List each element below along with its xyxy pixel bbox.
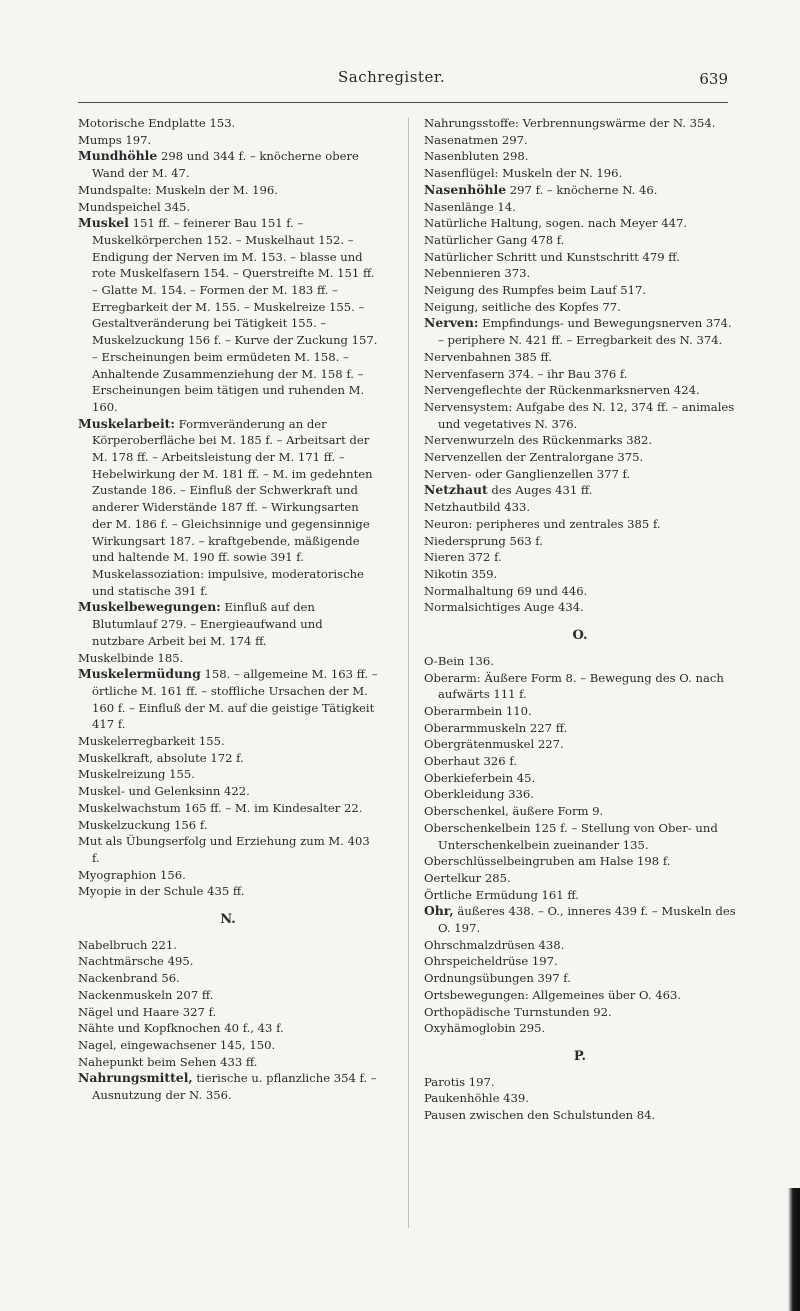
index-headword: Muskelermüdung [78, 666, 201, 682]
index-entry [424, 599, 736, 616]
index-entry [424, 1004, 736, 1021]
index-entry [424, 366, 736, 383]
index-column-left [78, 115, 378, 1104]
index-text: Örtliche Ermüdung 161 ff. [424, 887, 579, 902]
index-text: Myopie in der Schule 435 ff. [78, 884, 245, 899]
index-entry [424, 132, 736, 149]
index-entry [78, 650, 378, 667]
index-entry [78, 867, 378, 884]
index-entry [424, 399, 736, 432]
index-text: des Auges 431 ff. [487, 483, 593, 498]
index-text: Oxyhämoglobin 295. [424, 1021, 546, 1036]
index-text: Normalhaltung 69 und 446. [424, 583, 588, 598]
index-entry [78, 1020, 378, 1037]
index-entry [424, 265, 736, 282]
index-text: Muskelbinde 185. [78, 650, 184, 665]
index-text: Nervenfasern 374. – ihr Bau 376 f. [424, 366, 628, 381]
index-entry [424, 315, 736, 348]
index-text: Mundspeichel 345. [78, 199, 191, 214]
index-text: Oberkieferbein 45. [424, 770, 536, 785]
index-entry [424, 499, 736, 516]
index-headword: Nahrungsmittel, [78, 1070, 193, 1086]
index-text: Nervenzellen der Zentralorgane 375. [424, 450, 644, 465]
index-entry [78, 215, 378, 415]
index-text: Neigung des Rumpfes beim Lauf 517. [424, 283, 647, 298]
index-entry [78, 148, 378, 181]
index-text: Empfindungs- und Bewegungsnerven 374. – periphere N. 421 ff. – Erregbarkeit des N. 374. [438, 316, 732, 348]
index-text: Nasenlänge 14. [424, 199, 516, 214]
index-text: Niedersprung 563 f. [424, 533, 543, 548]
index-text: Nervengeflechte der Rückenmarksnerven 424. [424, 383, 700, 398]
index-entry [424, 953, 736, 970]
index-text: Nieren 372 f. [424, 550, 502, 565]
index-entry [424, 299, 736, 316]
index-entry [78, 416, 378, 600]
index-entry [78, 1004, 378, 1021]
index-text: Nasenatmen 297. [424, 132, 528, 147]
index-headword: Muskel [78, 215, 129, 231]
index-text: Nasenbluten 298. [424, 149, 529, 164]
index-text: Pausen zwischen den Schulstunden 84. [424, 1108, 656, 1123]
index-text: Muskelerregbarkeit 155. [78, 734, 225, 749]
index-text: Muskelreizung 155. [78, 767, 195, 782]
index-text: Ordnungsübungen 397 f. [424, 971, 571, 986]
index-text: Nackenmuskeln 207 ff. [78, 987, 214, 1002]
index-text: Muskel- und Gelenksinn 422. [78, 784, 250, 799]
index-entry [424, 670, 736, 703]
index-entry [424, 382, 736, 399]
index-entry [424, 1107, 736, 1124]
index-entry [424, 533, 736, 550]
index-entry [78, 1037, 378, 1054]
index-entry [424, 115, 736, 132]
index-text: Formveränderung an der Körperoberfläche bei M. 185 f. – Arbeitsart der M. 178 ff. – Arbeitsleistung der M. 171 ff. – Hebelwirkung der M. 181 ff. – M. im gedehnten Zustande 186. – Einfluß der Schwerkraft und anderer Widerstände 187 ff. – Wirkungsarten der M. 186 f. – Gleichsinnige und gegensinnige Wirkungsart 187. – kraftgebende, mäßigende und haltende M. 190 ff. sowie 391 f. Muskelassoziation: impulsive, moderatorische und statische 391 f. [92, 416, 373, 598]
index-entry [424, 786, 736, 803]
index-entry [424, 970, 736, 987]
index-entry [424, 215, 736, 232]
index-headword: Muskelarbeit: [78, 415, 175, 431]
index-text: Oberschlüsselbeingruben am Halse 198 f. [424, 854, 671, 869]
index-text: Oberarmmuskeln 227 ff. [424, 720, 568, 735]
index-text: Nervensystem: Aufgabe des N. 12, 374 ff. – animales und vegetatives N. 376. [424, 399, 735, 431]
index-text: Motorische Endplatte 153. [78, 116, 236, 130]
index-entry [424, 1020, 736, 1037]
index-text: Muskelzuckung 156 f. [78, 817, 208, 832]
index-entry [424, 937, 736, 954]
index-text: Paukenhöhle 439. [424, 1091, 529, 1106]
index-entry [424, 803, 736, 820]
index-text: Mumps 197. [78, 132, 152, 147]
index-headword: Muskelbewegungen: [78, 599, 221, 615]
index-entry [424, 349, 736, 366]
index-text: Nahrungsstoffe: Verbrennungswärme der N. 354. [424, 116, 716, 130]
index-entry [424, 753, 736, 770]
index-text: Nervenwurzeln des Rückenmarks 382. [424, 433, 653, 448]
index-text: Einfluß auf den Blutumlauf 279. – Energieaufwand und nutzbare Arbeit bei M. 174 ff. [92, 600, 323, 648]
index-entry [78, 733, 378, 750]
index-entry [424, 566, 736, 583]
index-text: 297 f. – knöcherne N. 46. [506, 182, 658, 197]
index-headword: Ohr, [424, 903, 454, 919]
index-entry [424, 736, 736, 753]
index-text: Nägel und Haare 327 f. [78, 1004, 217, 1019]
index-text: Nerven- oder Ganglienzellen 377 f. [424, 466, 631, 481]
index-entry [424, 583, 736, 600]
index-text: Obergrätenmuskel 227. [424, 737, 564, 752]
index-text: Mut als Übungserfolg und Erziehung zum M. 403 f. [78, 834, 370, 865]
index-text: Oertelkur 285. [424, 870, 511, 885]
header-rule [78, 102, 728, 103]
index-entry [424, 249, 736, 266]
index-entry [78, 817, 378, 834]
index-text: Orthopädische Turnstunden 92. [424, 1004, 612, 1019]
index-text: Nahepunkt beim Sehen 433 ff. [78, 1054, 258, 1069]
index-text: Neigung, seitliche des Kopfes 77. [424, 299, 621, 314]
index-entry [78, 833, 378, 866]
index-entry [78, 987, 378, 1004]
index-entry [424, 549, 736, 566]
index-entry [78, 766, 378, 783]
index-text: Ohrschmalzdrüsen 438. [424, 937, 565, 952]
index-text: Netzhautbild 433. [424, 500, 531, 515]
index-entry [78, 750, 378, 767]
index-headword: Mundhöhle [78, 148, 158, 164]
index-text: Nähte und Kopfknochen 40 f., 43 f. [78, 1021, 284, 1036]
index-entry [78, 937, 378, 954]
index-entry [424, 1074, 736, 1091]
index-text: Muskelkraft, absolute 172 f. [78, 750, 244, 765]
index-text: Oberarm: Äußere Form 8. – Bewegung des O. nach aufwärts 111 f. [424, 670, 724, 702]
index-column-right [424, 115, 736, 1124]
index-entry [424, 703, 736, 720]
section-letter: O. [572, 628, 588, 644]
index-entry [424, 432, 736, 449]
page-edge-shadow [788, 1188, 800, 1311]
index-text: Nabelbruch 221. [78, 937, 177, 952]
index-text: Oberkleidung 336. [424, 787, 534, 802]
index-text: Mundspalte: Muskeln der M. 196. [78, 182, 278, 197]
index-text: Natürlicher Schritt und Kunstschritt 479 ff. [424, 249, 680, 264]
index-entry [424, 720, 736, 737]
index-entry [424, 199, 736, 216]
index-text: O-Bein 136. [424, 653, 494, 668]
index-entry [78, 953, 378, 970]
index-text: Nackenbrand 56. [78, 971, 180, 986]
page-title: Sachregister. [338, 68, 446, 86]
index-text: Ohrspeicheldrüse 197. [424, 954, 558, 969]
index-text: Oberhaut 326 f. [424, 754, 517, 769]
index-headword: Nerven: [424, 315, 479, 331]
index-entry [78, 800, 378, 817]
index-entry [424, 466, 736, 483]
page-number: 639 [699, 70, 728, 88]
index-entry [424, 232, 736, 249]
section-letter: N. [220, 912, 236, 928]
index-entry [424, 182, 736, 199]
index-text: Nikotin 359. [424, 566, 498, 581]
index-text: Normalsichtiges Auge 434. [424, 600, 584, 615]
index-entry [424, 987, 736, 1004]
section-letter: P. [573, 1048, 587, 1064]
index-entry [424, 1090, 736, 1107]
index-entry [424, 516, 736, 533]
index-entry [78, 182, 378, 199]
index-text: Oberschenkelbein 125 f. – Stellung von Ober- und Unterschenkelbein zueinander 135. [424, 820, 718, 852]
index-entry [424, 148, 736, 165]
index-entry [424, 449, 736, 466]
index-text: Nagel, eingewachsener 145, 150. [78, 1037, 276, 1052]
page-header [78, 62, 728, 102]
index-entry [78, 599, 378, 649]
index-text: Nervenbahnen 385 ff. [424, 349, 553, 364]
index-text: Neuron: peripheres und zentrales 385 f. [424, 516, 661, 531]
index-text: Nachtmärsche 495. [78, 954, 194, 969]
index-entry [78, 1054, 378, 1071]
index-entry [424, 853, 736, 870]
index-text: Parotis 197. [424, 1074, 495, 1089]
index-text: Natürliche Haltung, sogen. nach Meyer 447. [424, 216, 688, 231]
index-entry [424, 903, 736, 936]
index-entry [78, 115, 378, 132]
column-divider [408, 118, 409, 1228]
index-entry [78, 132, 378, 149]
index-entry [424, 887, 736, 904]
index-headword: Nasenhöhle [424, 181, 507, 197]
index-text: äußeres 438. – O., inneres 439 f. – Muskeln des O. 197. [438, 904, 736, 936]
index-headword: Netzhaut [424, 482, 488, 498]
index-entry [424, 870, 736, 887]
index-text: Oberschenkel, äußere Form 9. [424, 804, 604, 819]
index-entry [424, 770, 736, 787]
index-text: Natürlicher Gang 478 f. [424, 232, 565, 247]
index-entry [78, 1070, 378, 1103]
index-entry [424, 482, 736, 499]
index-entry [424, 282, 736, 299]
index-text: Myographion 156. [78, 867, 186, 882]
index-text: Nasenflügel: Muskeln der N. 196. [424, 166, 623, 181]
index-entry [424, 165, 736, 182]
index-entry [78, 666, 378, 733]
index-entry [78, 970, 378, 987]
index-text: Nebennieren 373. [424, 266, 531, 281]
index-entry [78, 199, 378, 216]
index-entry [78, 783, 378, 800]
index-text: Ortsbewegungen: Allgemeines über O. 463. [424, 987, 682, 1002]
index-text: 151 ff. – feinerer Bau 151 f. – Muskelkörperchen 152. – Muskelhaut 152. – Endigung der Nerven im M. 153. – blasse und rote Muskelfasern 154. – Querstreifte M. 151 ff. – Glatte M. 154. – Formen der M. 183 ff. – Erregbarkeit der M. 155. – Muskelreize 155. – Gestaltveränderung bei Tätigkeit 155. – Muskelzuckung 156 f. – Kurve der Zuckung 157. – Erscheinungen beim ermüdeten M. 158. – Anhaltende Zusammenziehung der M. 158 f. – Erscheinungen beim tätigen und ruhenden M. 160. [92, 216, 378, 414]
index-entry [424, 820, 736, 853]
index-text: Muskelwachstum 165 ff. – M. im Kindesalter 22. [78, 800, 363, 815]
index-entry [78, 883, 378, 900]
index-text: Oberarmbein 110. [424, 703, 532, 718]
index-text: tierische u. pflanzliche 354 f. – Ausnutzung der N. 356. [92, 1071, 377, 1103]
index-text: 298 und 344 f. – knöcherne obere Wand der M. 47. [92, 149, 359, 181]
index-entry [424, 653, 736, 670]
index-text: 158. – allgemeine M. 163 ff. – örtliche M. 161 ff. – stoffliche Ursachen der M. 160 f. – Einfluß der M. auf die geistige Tätigkeit 417 f. [92, 667, 378, 732]
